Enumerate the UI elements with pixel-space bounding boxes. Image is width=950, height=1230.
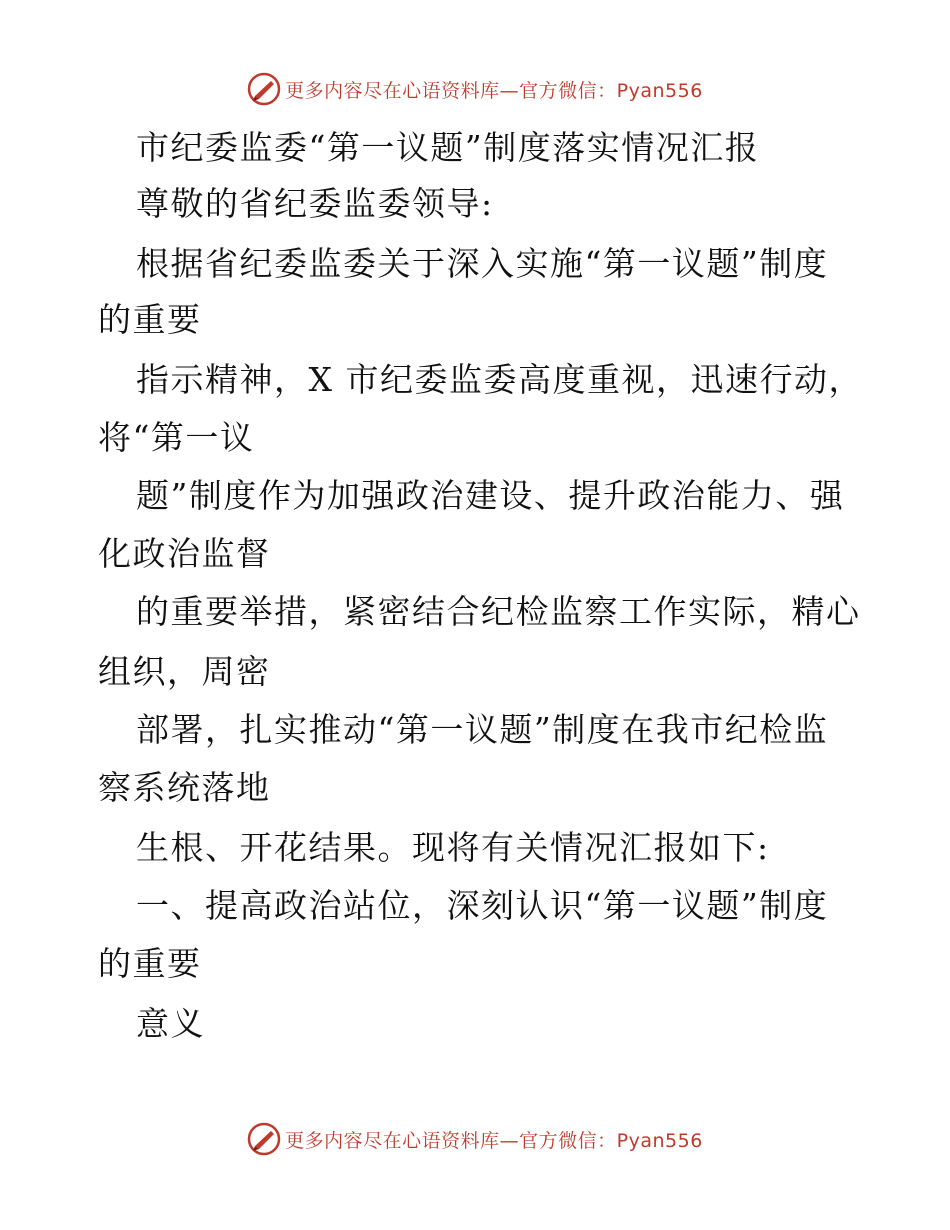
document-title: 市纪委监委“第一议题”制度落实情况汇报 — [136, 128, 760, 167]
paragraph-line: 察系统落地 — [98, 768, 271, 807]
header-banner-text: 更多内容尽在心语资料库—官方微信：Pyan556 — [285, 79, 703, 102]
pen-logo-icon — [247, 1122, 281, 1156]
paragraph-line: 将“第一议 — [98, 418, 255, 457]
header-banner — [0, 72, 950, 106]
paragraph-line: 部署，扎实推动“第一议题”制度在我市纪检监 — [136, 710, 829, 749]
section-heading: 一、提高政治站位，深刻认识“第一议题”制度 — [136, 886, 829, 925]
paragraph-line: 的重要 — [98, 300, 202, 339]
paragraph-line: 化政治监督 — [98, 534, 271, 573]
paragraph-line: 题”制度作为加强政治建设、提升政治能力、强 — [136, 476, 845, 515]
footer-banner — [0, 1122, 950, 1156]
section-heading: 意义 — [136, 1004, 205, 1043]
paragraph-line: 组织，周密 — [98, 652, 271, 691]
pen-logo-icon — [247, 72, 281, 106]
footer-banner-text: 更多内容尽在心语资料库—官方微信：Pyan556 — [285, 1129, 703, 1152]
section-heading: 的重要 — [98, 944, 202, 983]
paragraph-line: 指示精神，X 市纪委监委高度重视，迅速行动， — [136, 360, 863, 399]
salutation: 尊敬的省纪委监委领导: — [136, 184, 494, 223]
paragraph-line: 根据省纪委监委关于深入实施“第一议题”制度 — [136, 244, 829, 283]
paragraph-line: 生根、开花结果。现将有关情况汇报如下: — [136, 828, 770, 867]
paragraph-line: 的重要举措，紧密结合纪检监察工作实际，精心 — [136, 592, 861, 631]
